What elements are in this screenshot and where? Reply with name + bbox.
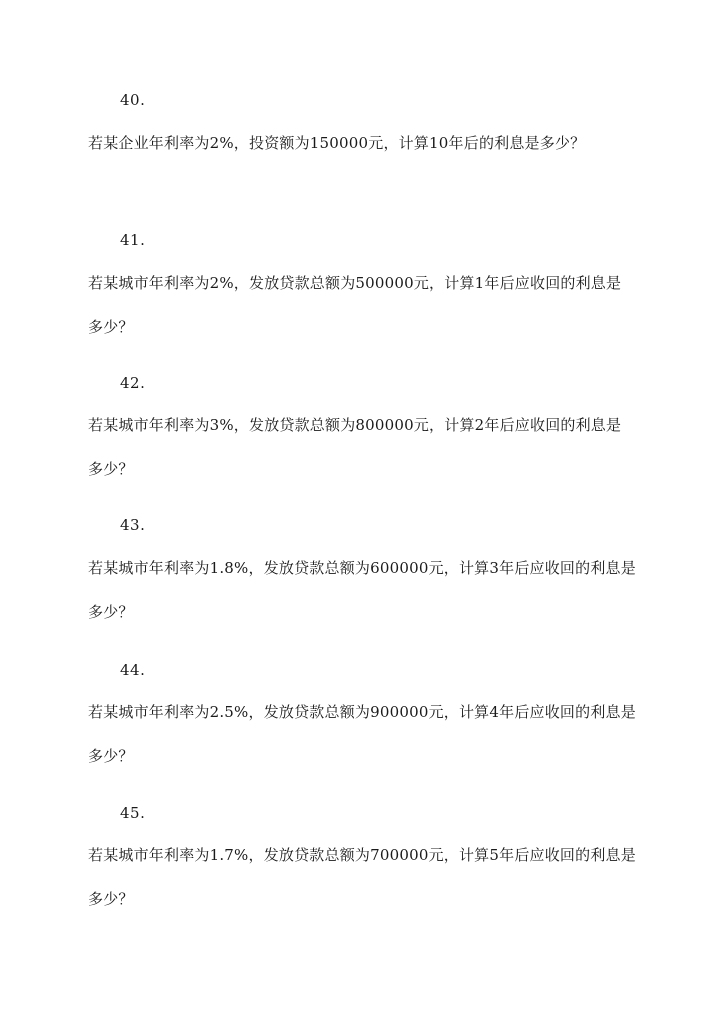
question-text-44: 若某城市年利率为2.5%，发放贷款总额为900000元，计算4年后应收回的利息是多少？ [88,703,636,765]
question-number-40: 40. [120,91,146,109]
question-number-42: 42. [120,374,146,392]
question-text-42: 若某城市年利率为3%，发放贷款总额为800000元，计算2年后应收回的利息是多少？ [88,416,622,478]
question-text-43: 若某城市年利率为1.8%，发放贷款总额为600000元，计算3年后应收回的利息是多少？ [88,559,636,621]
question-text-45: 若某城市年利率为1.7%，发放贷款总额为700000元，计算5年后应收回的利息是多少？ [88,846,636,908]
question-number-43: 43. [120,516,146,534]
question-text-41: 若某城市年利率为2%，发放贷款总额为500000元，计算1年后应收回的利息是多少？ [88,274,622,336]
question-number-45: 45. [120,804,146,822]
question-number-41: 41. [120,231,146,249]
question-number-44: 44. [120,661,146,679]
question-text-40: 若某企业年利率为2%，投资额为150000元，计算10年后的利息是多少？ [88,134,586,152]
